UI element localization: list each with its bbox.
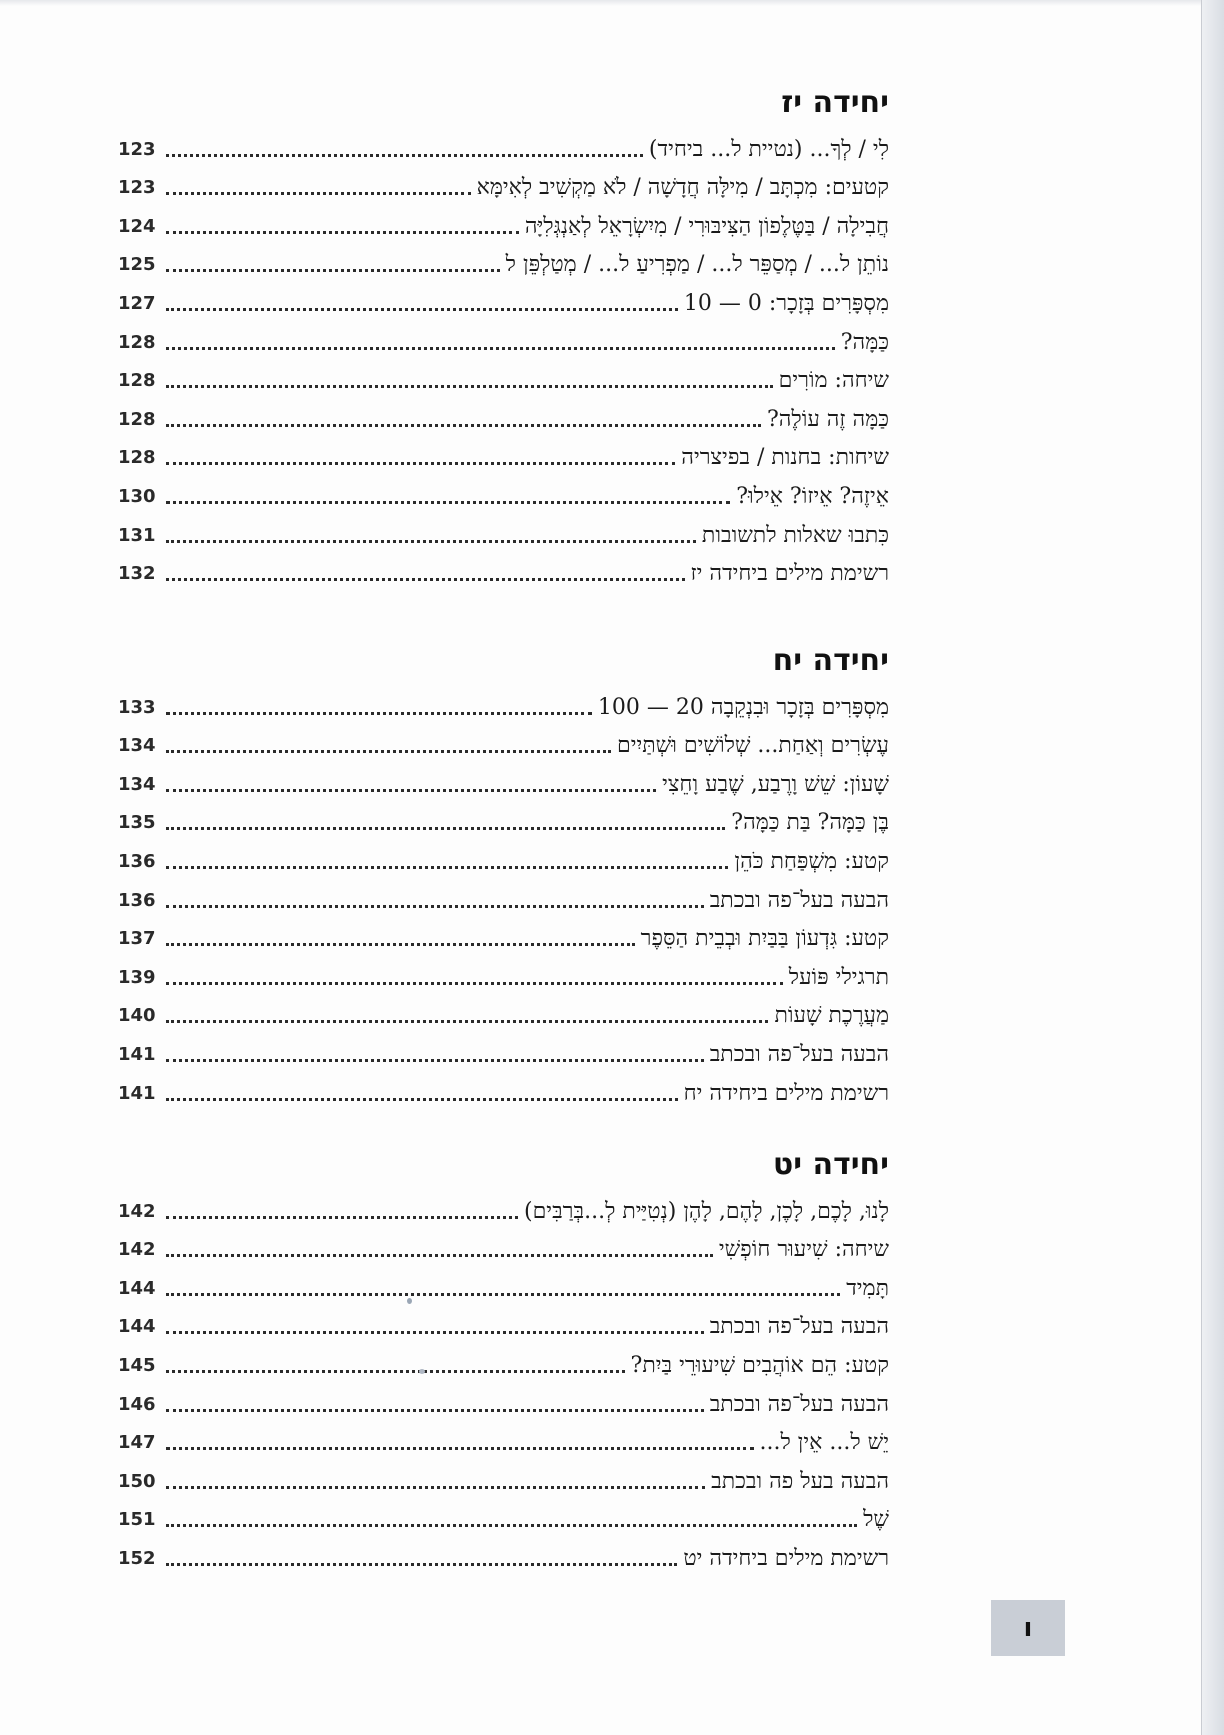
toc-section-17 <box>118 78 893 591</box>
dot-leader <box>166 750 611 753</box>
entry-title: שֶׁל <box>863 1507 889 1533</box>
section-title: יחידה יט <box>772 1147 889 1182</box>
toc-entry <box>118 725 893 764</box>
entry-title: חֲבִילָה / בַּטֶּלֶפוֹן הַצִּיבּוּרִי / מִיִשְׂרָאֵל לְאַנְגְּלִיָּה <box>524 213 889 239</box>
entry-title: שיחה: מוֹרִים <box>778 368 889 394</box>
entry-page-number: 134 <box>118 773 156 795</box>
entry-title: רשימת מילים ביחידה יט <box>683 1545 889 1571</box>
entry-title: לִי / לְךָ... (נטיית ל... ביחיד) <box>648 136 889 162</box>
entry-title: כַּמָּה? <box>840 329 889 355</box>
dot-leader <box>166 866 728 869</box>
toc-entry <box>118 1033 893 1072</box>
dot-leader <box>166 308 678 311</box>
toc-entry <box>118 1537 893 1576</box>
entry-page-number: 128 <box>118 370 156 392</box>
entry-page-number: 128 <box>118 447 156 469</box>
entry-title: הבעה בעל־פה ובכתב <box>709 1391 889 1417</box>
toc-entry <box>118 918 893 957</box>
scan-speck <box>419 1369 425 1374</box>
entry-title: שיחות: בחנות / בפיצריה <box>681 445 889 471</box>
toc-entry <box>118 840 893 879</box>
toc-entry <box>118 995 893 1034</box>
toc-entry <box>118 360 893 399</box>
entry-page-number: 131 <box>118 524 156 546</box>
toc-entry <box>118 1344 893 1383</box>
entry-title: קטע: מִשְׁפַּחַת כֹּהֵן <box>734 848 889 874</box>
toc-entry <box>118 879 893 918</box>
page-right-edge <box>1201 0 1224 1735</box>
toc-entry <box>118 167 893 206</box>
toc-entry <box>118 802 893 841</box>
dot-leader <box>166 1370 625 1373</box>
entry-page-number: 128 <box>118 331 156 353</box>
entry-title: שָׁעוֹן: שֵׁשׁ וָרֶבַע, שֶׁבַע וָחֵצִי <box>662 771 889 797</box>
entry-page-number: 151 <box>118 1509 156 1531</box>
toc-entry <box>118 1229 893 1268</box>
entry-page-number: 132 <box>118 563 156 585</box>
entry-page-number: 136 <box>118 889 156 911</box>
toc-entry <box>118 205 893 244</box>
entry-title: יֵשׁ ל... אֵין ל... <box>759 1430 889 1456</box>
entry-title: קטע: הֵם אוֹהֲבִים שִׁיעוּרֵי בַּיִת? <box>630 1352 889 1378</box>
dot-leader <box>166 347 835 350</box>
entry-page-number: 127 <box>118 292 156 314</box>
entry-title: מִסְפָּרִים בְּזָכָר: 0 — 10 <box>683 290 889 316</box>
entry-title: תָּמִיד <box>846 1275 889 1301</box>
entry-page-number: 139 <box>118 966 156 988</box>
dot-leader <box>166 1447 754 1450</box>
entry-page-number: 134 <box>118 735 156 757</box>
entry-title: רשימת מילים ביחידה יז <box>690 561 889 587</box>
toc-entry <box>118 398 893 437</box>
dot-leader <box>166 231 519 234</box>
dot-leader <box>166 540 696 543</box>
entry-title: רשימת מילים ביחידה יח <box>683 1080 889 1106</box>
entry-page-number: 128 <box>118 408 156 430</box>
toc-entry <box>118 1383 893 1422</box>
dot-leader <box>166 1409 704 1412</box>
toc-entry <box>118 321 893 360</box>
entry-page-number: 142 <box>118 1200 156 1222</box>
toc-entry <box>118 763 893 802</box>
toc-section-19 <box>118 1140 893 1576</box>
entry-title: קטע: גִּדְעוֹן בַּבַּיִת וּבְבֵית הַסֵּפֶר <box>640 926 889 952</box>
entry-page-number: 137 <box>118 928 156 950</box>
dot-leader <box>166 385 773 388</box>
entry-page-number: 147 <box>118 1432 156 1454</box>
dot-leader <box>166 712 592 715</box>
entry-page-number: 123 <box>118 138 156 160</box>
dot-leader <box>166 1331 704 1334</box>
toc-entry <box>118 1267 893 1306</box>
dot-leader <box>166 943 635 946</box>
toc-entry <box>118 1499 893 1538</box>
toc-section-18 <box>118 636 893 1111</box>
section-title: יחידה יז <box>781 85 889 120</box>
dot-leader <box>166 192 471 195</box>
entry-title: הבעה בעל־פה ובכתב <box>709 1041 889 1067</box>
toc-entry <box>118 686 893 725</box>
toc-entry <box>118 475 893 514</box>
entry-title: מִסְפָּרִים בְּזָכָר וּבִנְקֵבָה 20 — 100 <box>597 694 889 720</box>
entry-page-number: 144 <box>118 1277 156 1299</box>
entry-page-number: 142 <box>118 1239 156 1261</box>
entry-page-number: 146 <box>118 1393 156 1415</box>
entry-title: שיחה: שִׁיעוּר חוֹפְשִׁי <box>718 1237 889 1263</box>
dot-leader <box>166 269 500 272</box>
toc-entry <box>118 553 893 592</box>
entry-title: כִּתבוּ שאלות לתשובות <box>701 522 889 548</box>
entry-title: לָנוּ, לָכֶם, לָכֶן, לָהֶם, לָהֶן (נְטִיַּית לְ...בְּרַבִּים) <box>524 1198 889 1224</box>
toc-entry <box>118 437 893 476</box>
entry-page-number: 133 <box>118 696 156 718</box>
toc-entry <box>118 244 893 283</box>
entry-page-number: 140 <box>118 1005 156 1027</box>
entry-title: עֶשְׂרִים וְאַחַת... שְׁלוֹשִׁים וּשְׁתַּיִים <box>616 733 889 759</box>
entry-page-number: 123 <box>118 177 156 199</box>
toc-entry <box>118 282 893 321</box>
entry-page-number: 145 <box>118 1354 156 1376</box>
dot-leader <box>166 1216 518 1219</box>
scan-speck <box>407 1298 412 1304</box>
dot-leader <box>166 789 656 792</box>
dot-leader <box>166 1098 678 1101</box>
entry-title: תרגילי פּוֹעל <box>788 964 889 990</box>
page-number-box <box>991 1600 1065 1656</box>
dot-leader <box>166 462 675 465</box>
toc-entry <box>118 1190 893 1229</box>
entry-page-number: 141 <box>118 1043 156 1065</box>
dot-leader <box>166 1254 713 1257</box>
entry-page-number: 124 <box>118 215 156 237</box>
toc-entry <box>118 956 893 995</box>
entry-page-number: 125 <box>118 254 156 276</box>
entry-page-number: 130 <box>118 485 156 507</box>
section-title: יחידה יח <box>772 643 889 678</box>
dot-leader <box>166 1020 768 1023</box>
entry-title: הבעה בעל־פה ובכתב <box>709 887 889 913</box>
dot-leader <box>166 982 783 985</box>
toc-entry <box>118 1422 893 1461</box>
entry-title: נוֹתֵן ל... / מְסַפֵּר ל... / מַפְרִיעַ ל... / מְטַלְפֵּן ל <box>505 252 889 278</box>
entry-title: הבעה בעל פה ובכתב <box>711 1468 889 1494</box>
entry-page-number: 136 <box>118 850 156 872</box>
toc-entry <box>118 1460 893 1499</box>
entry-title: הבעה בעל־פה ובכתב <box>709 1314 889 1340</box>
entry-page-number: 135 <box>118 812 156 834</box>
dot-leader <box>166 1293 840 1296</box>
entry-title: מַעֲרֶכֶת שָׁעוֹת <box>774 1003 889 1029</box>
dot-leader <box>166 827 725 830</box>
dot-leader <box>166 578 685 581</box>
toc-entry <box>118 1306 893 1345</box>
dot-leader <box>166 1059 704 1062</box>
entry-page-number: 150 <box>118 1470 156 1492</box>
toc-entry <box>118 1072 893 1111</box>
entry-page-number: 144 <box>118 1316 156 1338</box>
dot-leader <box>166 1524 857 1527</box>
toc-entry <box>118 514 893 553</box>
page-top-edge <box>0 0 1224 6</box>
dot-leader <box>166 424 761 427</box>
toc-entry <box>118 128 893 167</box>
entry-page-number: 152 <box>118 1547 156 1569</box>
entry-title: כַּמָּה זֶה עוֹלֶה? <box>766 406 889 432</box>
dot-leader <box>166 1563 677 1566</box>
entry-title: קטעים: מִכְתָּב / מִילָּה חֲדָשָׁה / לֹא מַקְשִׁיב לְאִימָּא <box>476 175 889 201</box>
entry-title: אֵיזֶה? אֵיזוֹ? אֵילוּ? <box>736 483 889 509</box>
dot-leader <box>166 154 643 157</box>
dot-leader <box>166 501 730 504</box>
entry-page-number: 141 <box>118 1082 156 1104</box>
entry-title: בֶּן כַּמָּה? בַּת כַּמָּה? <box>731 810 889 836</box>
dot-leader <box>166 905 704 908</box>
page-number: ו <box>1023 1613 1033 1643</box>
dot-leader <box>166 1486 705 1489</box>
